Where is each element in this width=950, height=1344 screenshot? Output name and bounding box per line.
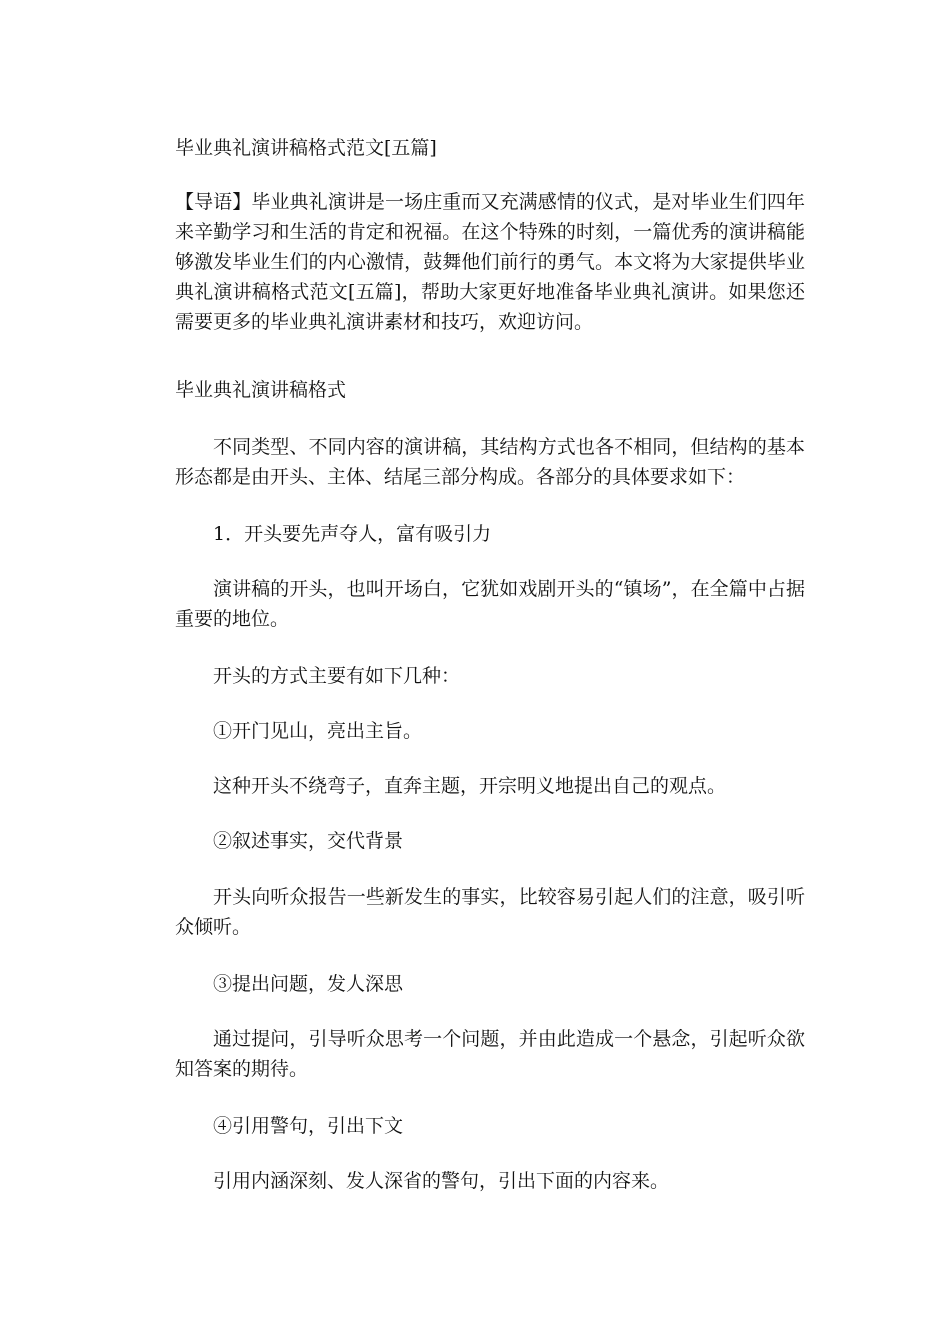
method-2-description: 开头向听众报告一些新发生的事实，比较容易引起人们的注意，吸引听众倾听。 bbox=[175, 886, 805, 938]
point-1-heading: 1．开头要先声夺人，富有吸引力 bbox=[213, 523, 492, 545]
intro-paragraph: 【导语】毕业典礼演讲是一场庄重而又充满感情的仪式，是对毕业生们四年来辛勤学习和生活的肯定和祝福。在这个特殊的时刻，一篇优秀的演讲稿能够激发毕业生们的内心激情，鼓舞他们前行的勇气。本文将为大家提供毕业典礼演讲稿格式范文[五篇]，帮助大家更好地准备毕业典礼演讲。如果您还需要更多的毕业典礼演讲素材和技巧，欢迎访问。 bbox=[175, 191, 805, 333]
point-1-paragraph: 演讲稿的开头，也叫开场白，它犹如戏剧开头的“镇场”，在全篇中占据重要的地位。 bbox=[175, 578, 805, 630]
section-heading: 毕业典礼演讲稿格式 bbox=[175, 379, 347, 401]
method-1-title: ①开门见山，亮出主旨。 bbox=[213, 720, 423, 742]
method-1-description: 这种开头不绕弯子，直奔主题，开宗明义地提出自己的观点。 bbox=[213, 775, 727, 797]
method-4-title: ④引用警句，引出下文 bbox=[213, 1115, 404, 1137]
method-2-title: ②叙述事实，交代背景 bbox=[213, 830, 404, 852]
document-title: 毕业典礼演讲稿格式范文[五篇] bbox=[175, 137, 437, 159]
structure-paragraph: 不同类型、不同内容的演讲稿，其结构方式也各不相同，但结构的基本形态都是由开头、主体、结尾三部分构成。各部分的具体要求如下： bbox=[175, 436, 805, 488]
method-3-title: ③提出问题，发人深思 bbox=[213, 973, 404, 995]
method-4-description: 引用内涵深刻、发人深省的警句，引出下面的内容来。 bbox=[213, 1170, 670, 1192]
method-3-description: 通过提问，引导听众思考一个问题，并由此造成一个悬念，引起听众欲知答案的期待。 bbox=[175, 1028, 805, 1080]
methods-intro: 开头的方式主要有如下几种： bbox=[213, 665, 461, 687]
